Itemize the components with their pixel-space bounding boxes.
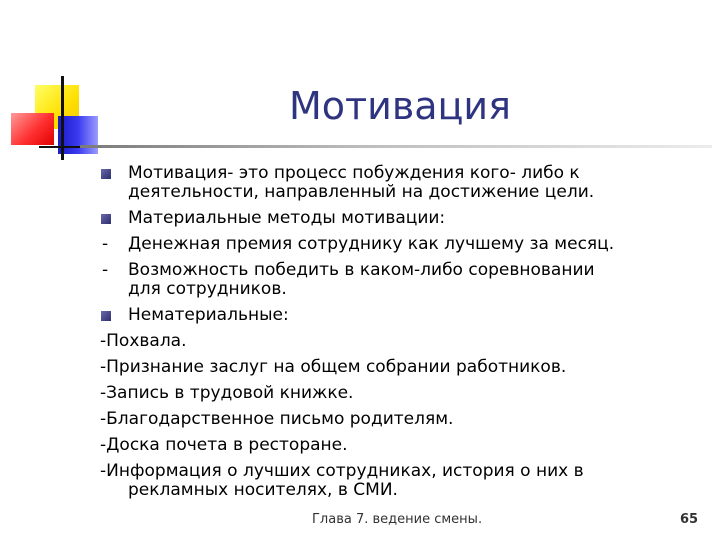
dash-item-text: -Доска почета в ресторане. xyxy=(100,435,348,455)
dash-list-item xyxy=(0,384,720,403)
dash-list-item xyxy=(0,410,720,429)
dash-item-text: -Информация о лучших сотрудниках, история о них в xyxy=(100,461,584,481)
dash-item-text: -Похвала. xyxy=(100,331,187,351)
dash-item-text: -Признание заслуг на общем собрании работников. xyxy=(100,357,567,377)
dash-list-item xyxy=(0,436,720,455)
title-divider xyxy=(80,145,712,148)
slide-number: 65 xyxy=(680,512,699,527)
dash-item-text: -Запись в трудовой книжке. xyxy=(100,383,354,403)
slide-footer: Глава 7. ведение смены. xyxy=(312,512,483,527)
bullet-list xyxy=(0,164,720,325)
slide-title: Мотивация xyxy=(289,84,511,128)
dash-item-continuation: рекламных носителях, в СМИ. xyxy=(128,480,398,500)
dash-list-item xyxy=(0,358,720,377)
bullet-text: для сотрудников. xyxy=(128,279,287,299)
bullet-text: Возможность победить в каком-либо соревновании xyxy=(128,260,595,280)
dash-bullet-marker: - xyxy=(102,234,109,254)
bullet-text: деятельности, направленный на достижение цели. xyxy=(128,182,595,202)
bullet-text: Нематериальные: xyxy=(128,305,289,325)
square-bullet-icon xyxy=(101,214,111,224)
dash-list-item xyxy=(0,332,720,351)
bullet-text: Материальные методы мотивации: xyxy=(128,208,446,228)
square-bullet-icon xyxy=(101,169,111,179)
decor-red-square xyxy=(11,113,54,145)
dash-item-text: -Благодарственное письмо родителям. xyxy=(100,409,454,429)
bullet-item xyxy=(0,261,720,280)
bullet-item-continuation xyxy=(0,280,720,299)
bullet-item xyxy=(0,306,720,325)
bullet-text: Денежная премия сотруднику как лучшему за месяц. xyxy=(128,234,615,254)
bullet-item xyxy=(0,235,720,254)
dash-list-item xyxy=(0,462,720,500)
dash-list xyxy=(0,332,720,500)
bullet-item xyxy=(0,164,720,183)
bullet-item-continuation xyxy=(0,183,720,202)
bullet-text: Мотивация- это процесс побуждения кого- либо к xyxy=(128,163,580,183)
bullet-item xyxy=(0,209,720,228)
decor-blue-square xyxy=(58,116,98,154)
slide-content xyxy=(0,164,720,500)
dash-bullet-marker: - xyxy=(102,260,109,280)
square-bullet-icon xyxy=(101,311,111,321)
